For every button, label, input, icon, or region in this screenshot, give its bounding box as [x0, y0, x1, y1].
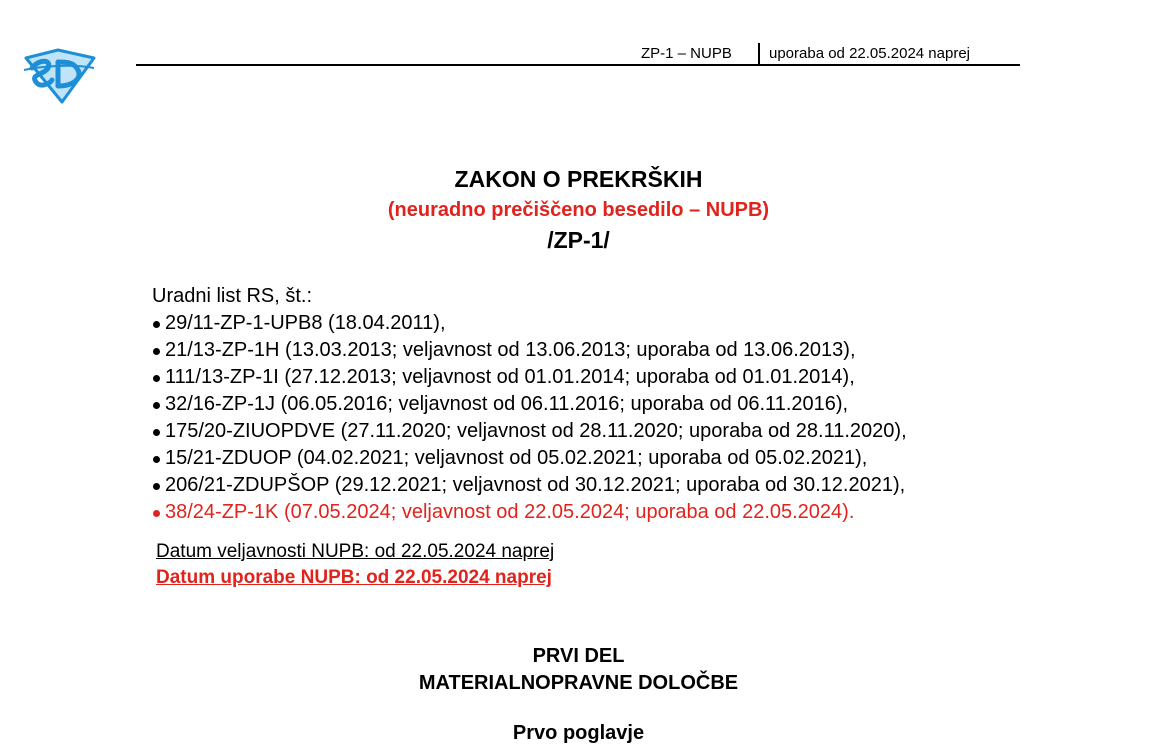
use-date: Datum uporabe NUPB: od 22.05.2024 naprej: [156, 567, 552, 588]
header-divider: [136, 64, 1020, 66]
nupb-dates: [156, 539, 554, 591]
bullet-icon: [153, 402, 160, 409]
chapter-title: Prvo poglavje: [512, 722, 645, 744]
document-title: ZAKON O PREKRŠKIH: [454, 166, 703, 192]
gazette-entry: 175/20-ZIUOPDVE (27.11.2020; veljavnost od 28.11.2020; uporaba od 28.11.2020),: [152, 418, 907, 445]
part-heading: [0, 643, 1157, 697]
bullet-icon: [153, 429, 160, 436]
gazette-entry: 15/21-ZDUOP (04.02.2021; veljavnost od 05.02.2021; uporaba od 05.02.2021),: [152, 445, 907, 472]
header-usage-note: uporaba od 22.05.2024 naprej: [769, 45, 971, 62]
bullet-icon: [153, 483, 160, 490]
logo: [22, 48, 96, 104]
bullet-icon: [153, 510, 160, 517]
part-name: MATERIALNOPRAVNE DOLOČBE: [418, 672, 739, 694]
gazette-entry: 111/13-ZP-1I (27.12.2013; veljavnost od 01.01.2014; uporaba od 01.01.2014),: [152, 364, 907, 391]
document-subtitle: (neuradno prečiščeno besedilo – NUPB): [387, 199, 770, 221]
validity-date: Datum veljavnosti NUPB: od 22.05.2024 naprej: [156, 541, 555, 562]
header-doc-code: ZP-1 – NUPB: [641, 45, 732, 62]
gazette-entry: 29/11-ZP-1-UPB8 (18.04.2011),: [152, 310, 907, 337]
gazette-entry-latest: 38/24-ZP-1K (07.05.2024; veljavnost od 22.05.2024; uporaba od 22.05.2024).: [152, 499, 907, 526]
gazette-entry: 21/13-ZP-1H (13.03.2013; veljavnost od 13.06.2013; uporaba od 13.06.2013),: [152, 337, 907, 364]
gazette-entry: 32/16-ZP-1J (06.05.2016; veljavnost od 06.11.2016; uporaba od 06.11.2016),: [152, 391, 907, 418]
bullet-icon: [153, 456, 160, 463]
shield-sd-logo-icon: [22, 48, 96, 104]
bullet-icon: [153, 321, 160, 328]
part-number: PRVI DEL: [532, 645, 625, 667]
bullet-icon: [153, 375, 160, 382]
header-separator: [758, 43, 760, 64]
document-code: /ZP-1/: [547, 227, 610, 253]
gazette-entry: 206/21-ZDUPŠOP (29.12.2021; veljavnost od 30.12.2021; uporaba od 30.12.2021),: [152, 472, 907, 499]
gazette-label: Uradni list RS, št.:: [152, 285, 313, 307]
gazette-list: [152, 283, 907, 526]
bullet-icon: [153, 348, 160, 355]
